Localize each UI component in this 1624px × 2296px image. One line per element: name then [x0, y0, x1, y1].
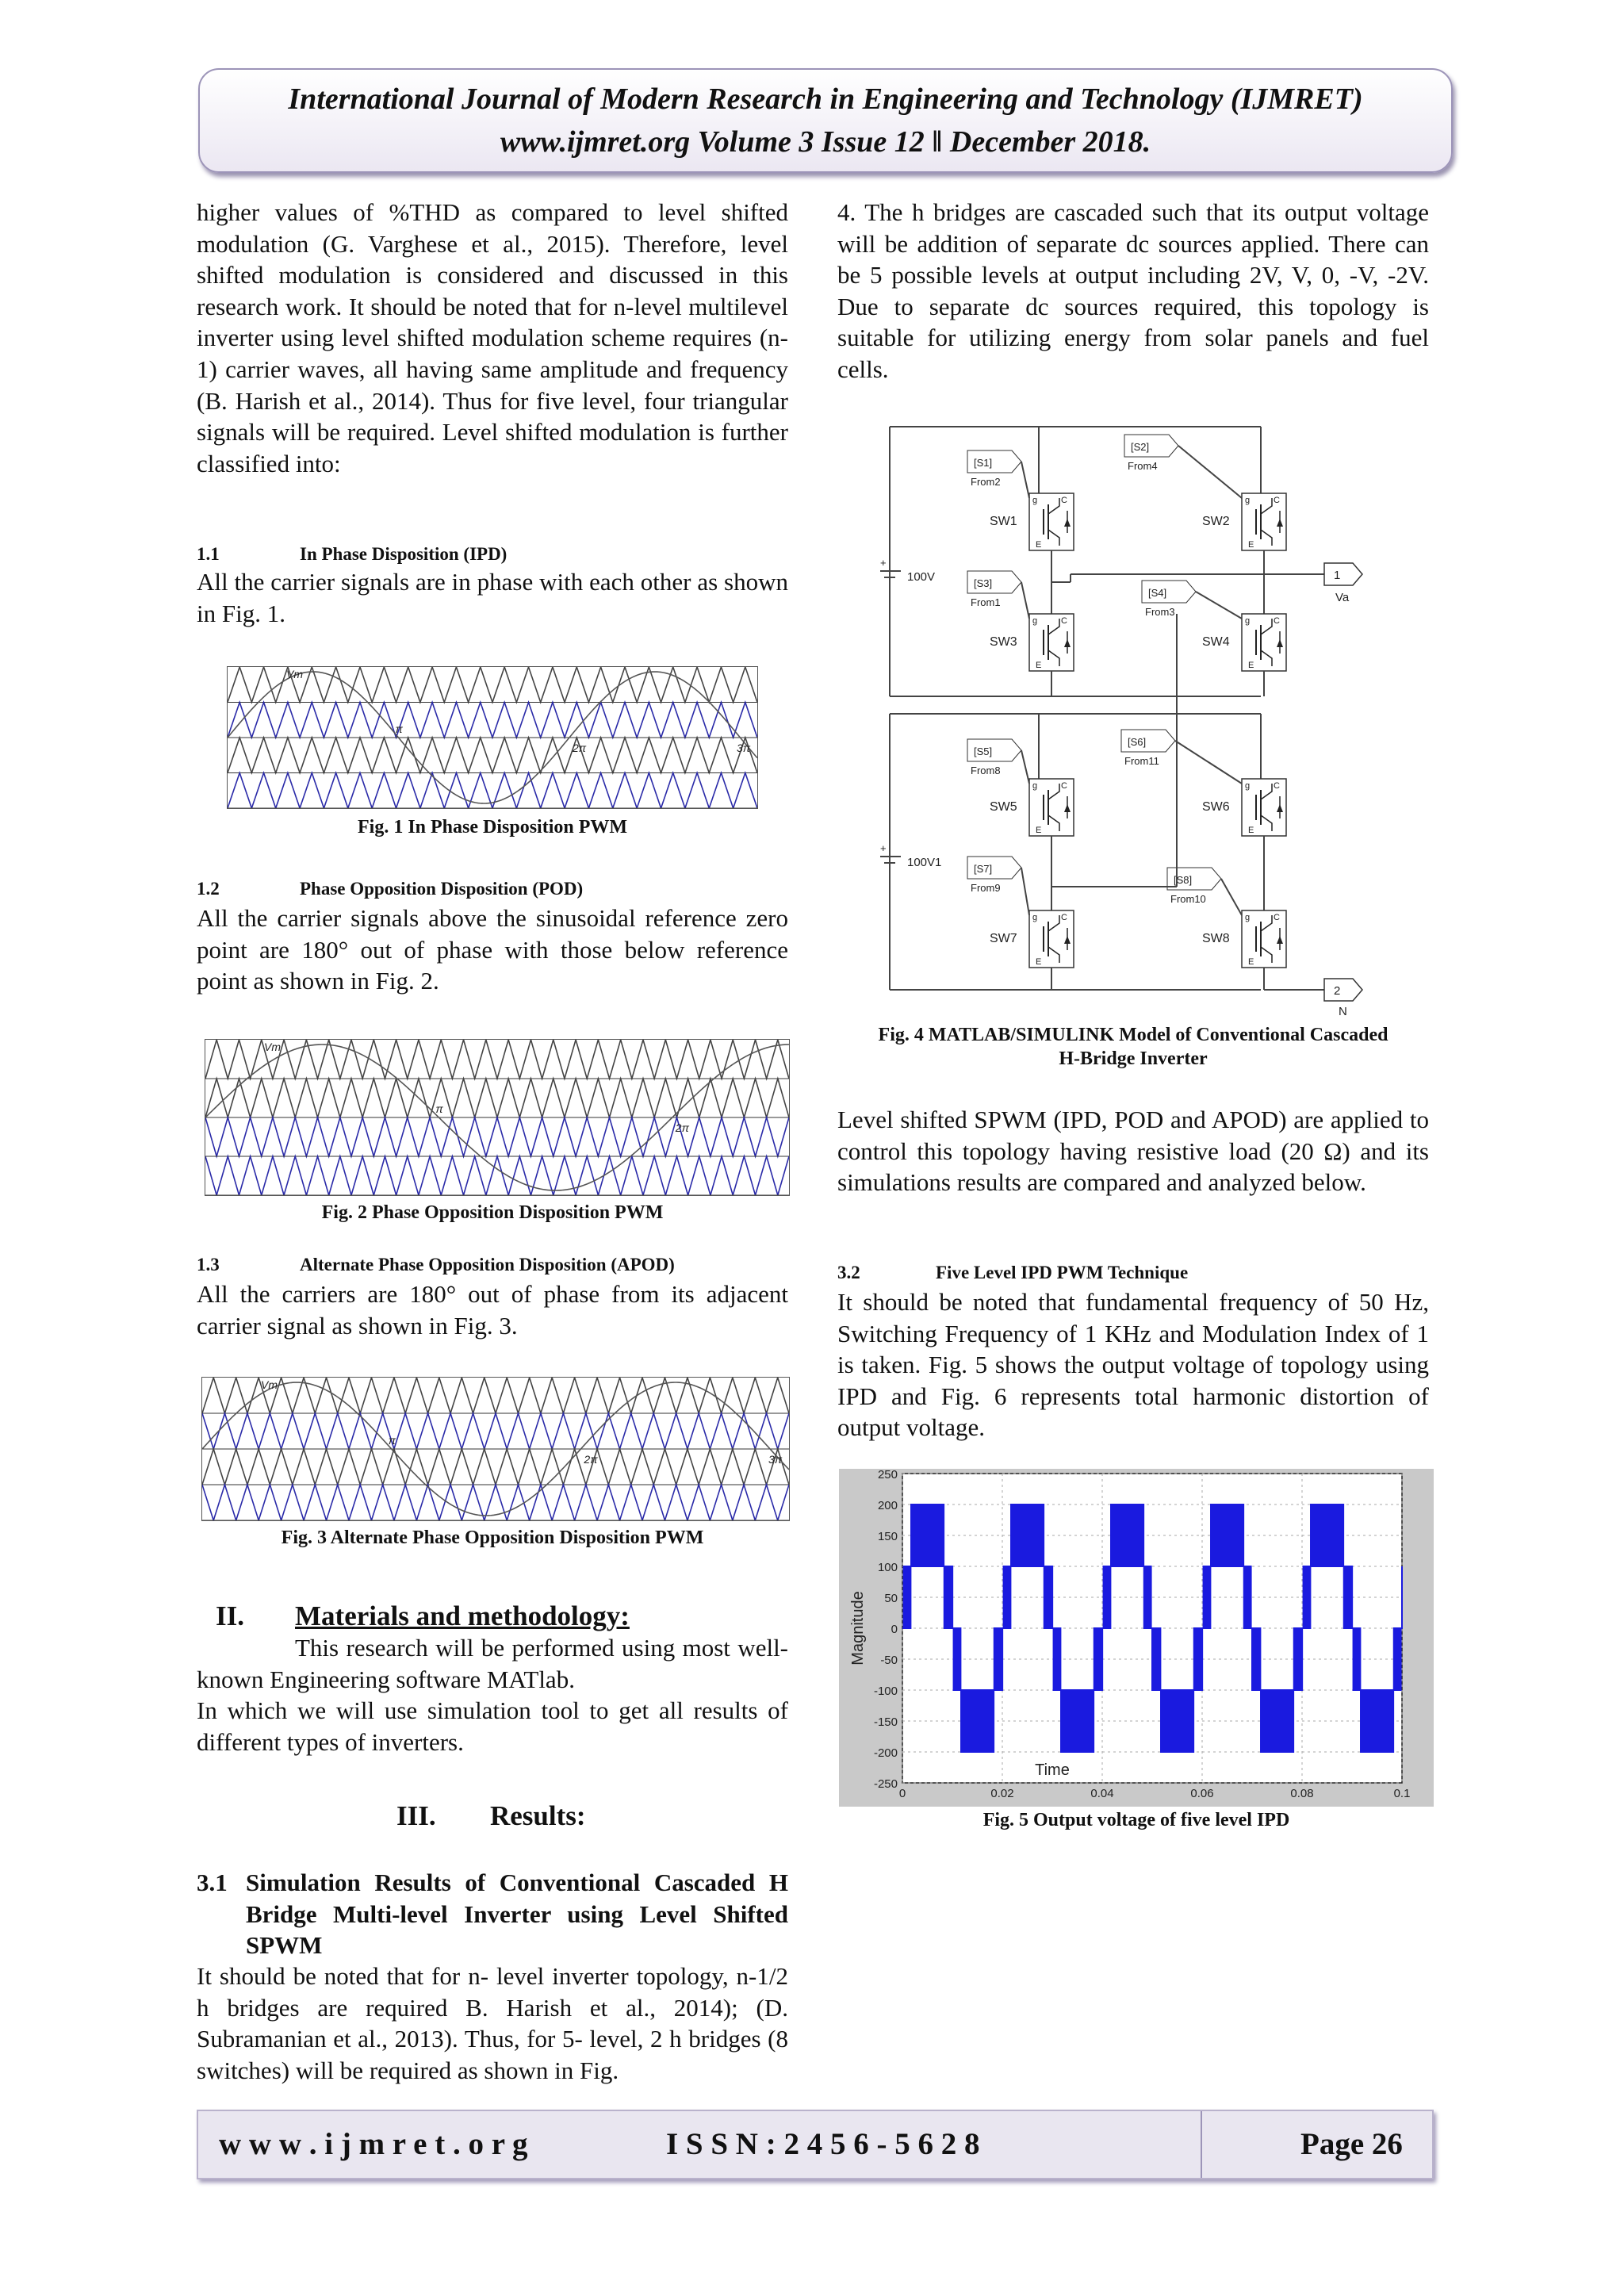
figure-3-apod — [201, 1377, 790, 1521]
journal-title: International Journal of Modern Research in Engineering and Technology (IJMRET) — [288, 82, 1363, 116]
figure-3-caption: Fig. 3 Alternate Phase Opposition Disposition PWM — [281, 1527, 704, 1548]
from-block-label: From11 — [1124, 755, 1159, 767]
from-block-label: From8 — [971, 765, 1001, 776]
section-1-3-text: All the carriers are 180° out of phase from its adjacent carrier signal as shown in Fig. 3. — [197, 1280, 788, 1340]
section-3-heading: III. Results: — [396, 1800, 586, 1831]
x-axis-label: Time — [1035, 1761, 1070, 1779]
vm-label: Vm — [286, 668, 303, 680]
goto-tag-label: [S3] — [974, 577, 993, 589]
carrier-wave-2 — [205, 1079, 789, 1117]
carrier-wave-2 — [228, 703, 757, 738]
section-3-1-heading: 3.1 Simulation Results of Conventional Cascaded H Bridge Multi-level Inverter using Level Shifted SPWM — [197, 1869, 788, 1960]
port-a-number: 1 — [1334, 569, 1341, 582]
footer-page: Page 26 — [1300, 2127, 1403, 2161]
pi-label: π — [388, 1434, 396, 1447]
x-tick-label: 0.04 — [1090, 1787, 1114, 1800]
y-tick-label: -100 — [873, 1685, 898, 1698]
figure-2-pod — [205, 1039, 790, 1196]
pod-waveform — [205, 1040, 789, 1195]
simulink-model — [880, 419, 1427, 1023]
port-n-label: N — [1339, 1005, 1347, 1018]
section-1-2-heading: 1.2 Phase Opposition Disposition (POD) — [197, 879, 584, 899]
collector-pin-label: C — [1061, 913, 1067, 922]
ipd-waveform — [228, 667, 757, 808]
port-n-block — [1324, 979, 1362, 1001]
emitter-pin-label: E — [1248, 957, 1254, 967]
plus-sign: + — [880, 557, 887, 569]
vm-label: Vm — [261, 1378, 278, 1391]
gate-pin-label: g — [1032, 913, 1038, 922]
switch-label: SW4 — [1202, 635, 1230, 649]
figure-4-simulink — [880, 419, 1427, 1023]
collector-pin-label: C — [1274, 616, 1280, 626]
emitter-pin-label: E — [1036, 826, 1042, 835]
port-a-block — [1324, 563, 1362, 585]
gate-pin-label: g — [1245, 616, 1251, 626]
two-pi-label: 2π — [572, 742, 587, 754]
pi-label: π — [435, 1102, 443, 1115]
carrier-wave-3 — [202, 1449, 789, 1485]
from-block-label: From3 — [1145, 606, 1175, 618]
collector-pin-label: C — [1061, 616, 1067, 626]
three-pi-label: 3π — [768, 1453, 783, 1466]
gate-pin-label: g — [1032, 781, 1038, 791]
carrier-wave-1 — [205, 1040, 789, 1079]
gate-pin-label: g — [1245, 913, 1251, 922]
figure-5-chart — [839, 1469, 1434, 1807]
journal-header — [198, 68, 1453, 173]
figure-1-caption: Fig. 1 In Phase Disposition PWM — [357, 817, 628, 838]
emitter-pin-label: E — [1036, 540, 1042, 550]
apod-waveform — [202, 1378, 789, 1520]
carrier-wave-3 — [205, 1117, 789, 1156]
carrier-wave-2 — [202, 1413, 789, 1449]
right-para-1: 4. The h bridges are cascaded such that its output voltage will be addition of separate dc sources applied. There can be 5 possible levels at output including 2V, V, 0, -V, -2V. Due to separate dc sources required, this topology is suitable for utilizing energy from solar panels and fuel cells. — [837, 198, 1429, 383]
switch-label: SW1 — [990, 515, 1017, 528]
switch-label: SW7 — [990, 932, 1017, 945]
x-tick-label: 0.08 — [1290, 1787, 1314, 1800]
goto-tag-label: [S1] — [974, 457, 993, 469]
y-axis-label: Magnitude — [849, 1591, 867, 1665]
emitter-pin-label: E — [1248, 661, 1254, 670]
wire — [1196, 592, 1242, 619]
from-block-label: From2 — [971, 476, 1001, 488]
wire — [1178, 446, 1242, 498]
two-pi-label: 2π — [584, 1453, 598, 1466]
goto-tag-label: [S8] — [1174, 874, 1193, 886]
footer-divider — [1201, 2111, 1202, 2178]
section-1-1-heading: 1.1 In Phase Disposition (IPD) — [197, 544, 508, 564]
footer-site: w w w . i j m r e t . o r g — [219, 2127, 528, 2161]
wire — [1175, 741, 1242, 784]
y-tick-label: -150 — [873, 1715, 898, 1729]
right-para-2: Level shifted SPWM (IPD, POD and APOD) are applied to control this topology having resistive load (20 Ω) and its simulations results are compared and analyzed below. — [837, 1106, 1429, 1197]
source-label: 100V — [907, 570, 936, 584]
figure-1-ipd — [227, 666, 758, 809]
collector-pin-label: C — [1274, 913, 1280, 922]
figure-4-caption: Fig. 4 MATLAB/SIMULINK Model of Conventional Cascaded H-Bridge Inverter — [878, 1025, 1388, 1069]
output-voltage-chart — [839, 1469, 1434, 1807]
figure-2-caption: Fig. 2 Phase Opposition Disposition PWM — [321, 1202, 664, 1223]
y-tick-label: 250 — [877, 1469, 898, 1481]
goto-tag-label: [S2] — [1131, 441, 1150, 453]
switch-label: SW8 — [1202, 932, 1230, 945]
y-tick-label: 50 — [884, 1592, 898, 1605]
wire — [1021, 462, 1029, 498]
goto-tag-label: [S7] — [974, 863, 993, 875]
page-footer — [197, 2110, 1434, 2179]
journal-issue: www.ijmret.org Volume 3 Issue 12 ǁ December 2018. — [500, 125, 1151, 159]
gate-pin-label: g — [1245, 496, 1251, 505]
pi-label: π — [395, 723, 403, 735]
wire — [1021, 582, 1029, 619]
wire — [1221, 879, 1242, 915]
y-tick-label: -50 — [880, 1654, 898, 1667]
y-tick-label: 100 — [877, 1561, 898, 1574]
figure-5-caption: Fig. 5 Output voltage of five level IPD — [982, 1810, 1290, 1830]
three-pi-label: 3π — [737, 742, 751, 754]
collector-pin-label: C — [1061, 496, 1067, 505]
section-1-1-text: All the carrier signals are in phase with each other as shown in Fig. 1. — [197, 568, 788, 627]
goto-tag-label: [S4] — [1148, 587, 1167, 599]
footer-issn: I S S N : 2 4 5 6 - 5 6 2 8 — [666, 2127, 980, 2161]
two-pi-label: 2π — [675, 1121, 689, 1134]
x-tick-label: 0 — [898, 1787, 906, 1800]
emitter-pin-label: E — [1248, 540, 1254, 550]
from-block-label: From4 — [1128, 460, 1158, 472]
from-block-label: From1 — [971, 596, 1001, 608]
section-3-2-text: It should be noted that fundamental frequency of 50 Hz, Switching Frequency of 1 KHz and Modulation Index of 1 is taken. Fig. 5 shows the output voltage of topology using IPD and Fig. 6 represents total harmonic distortion of output voltage. — [837, 1288, 1429, 1442]
section-3-1-text: It should be noted that for n- level inverter topology, n-1/2 h bridges are required B. Harish et al., 2014); (D. Subramanian et al., 2013). Thus, for 5- level, 2 h bridges (8 switches) will be required as shown in Fig. — [197, 1962, 788, 2084]
from-block-label: From9 — [971, 882, 1001, 894]
section-2-text: This research will be performed using most well-known Engineering software MATlab. In which we will use simulation tool to get all results of different types of inverters. — [197, 1634, 788, 1756]
y-tick-label: 0 — [891, 1623, 898, 1636]
x-tick-label: 0.06 — [1190, 1787, 1214, 1800]
collector-pin-label: C — [1274, 781, 1280, 791]
wire — [1021, 750, 1029, 784]
source-label: 100V1 — [907, 856, 942, 869]
port-n-number: 2 — [1334, 984, 1341, 998]
section-3-2-heading: 3.2 Five Level IPD PWM Technique — [837, 1263, 1189, 1282]
switch-label: SW2 — [1202, 515, 1230, 528]
gate-pin-label: g — [1245, 781, 1251, 791]
y-tick-label: 200 — [877, 1499, 898, 1512]
y-tick-label: -200 — [873, 1746, 898, 1760]
section-1-2-text: All the carrier signals above the sinusoidal reference zero point are 180° out of phase with those below reference point as shown in Fig. 2. — [197, 904, 788, 995]
y-tick-label: 150 — [877, 1530, 898, 1543]
port-a-label: Va — [1335, 591, 1350, 604]
wire — [1021, 868, 1029, 915]
x-tick-label: 0.1 — [1393, 1787, 1411, 1800]
carrier-wave-3 — [228, 738, 757, 773]
emitter-pin-label: E — [1036, 661, 1042, 670]
collector-pin-label: C — [1274, 496, 1280, 505]
from-block-label: From10 — [1170, 893, 1206, 905]
plus-sign: + — [880, 842, 887, 854]
gate-pin-label: g — [1032, 496, 1038, 505]
section-1-3-heading: 1.3 Alternate Phase Opposition Disposition (APOD) — [197, 1255, 675, 1274]
goto-tag-label: [S5] — [974, 746, 993, 757]
goto-tag-label: [S6] — [1128, 736, 1147, 748]
section-2-heading: II. Materials and methodology: — [216, 1600, 630, 1631]
switch-label: SW5 — [990, 800, 1017, 814]
switch-label: SW3 — [990, 635, 1017, 649]
gate-pin-label: g — [1032, 616, 1038, 626]
collector-pin-label: C — [1061, 781, 1067, 791]
switch-label: SW6 — [1202, 800, 1230, 814]
vm-label: Vm — [264, 1041, 281, 1053]
left-para-1: higher values of %THD as compared to level shifted modulation (G. Varghese et al., 2015). Therefore, level shifted modulation is considered and discussed in this research work. It should be noted that for n-level multilevel inverter using level shifted modulation scheme requires (n-1) carrier waves, all having same amplitude and frequency (B. Harish et al., 2014). Thus for five level, four triangular signals will be required. Level shifted modulation is further classified into: — [197, 198, 788, 477]
emitter-pin-label: E — [1036, 957, 1042, 967]
carrier-wave-4 — [205, 1156, 789, 1195]
x-tick-label: 0.02 — [990, 1787, 1014, 1800]
y-tick-label: -250 — [873, 1777, 898, 1791]
emitter-pin-label: E — [1248, 826, 1254, 835]
